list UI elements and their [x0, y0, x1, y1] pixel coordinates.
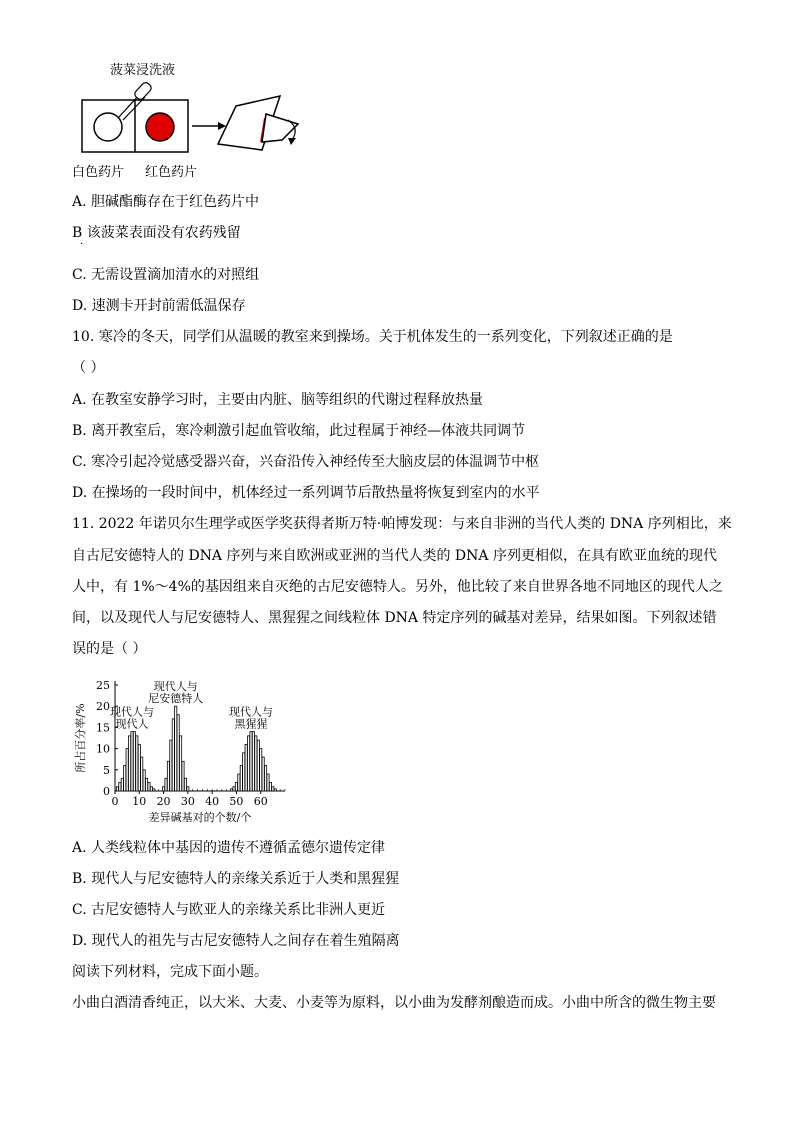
bar: [150, 787, 152, 791]
bar: [184, 778, 186, 791]
bar: [133, 732, 135, 791]
bar: [128, 736, 130, 791]
bar: [240, 766, 242, 791]
x-tick-label: 60: [253, 795, 268, 808]
q10-blank: （ ）: [72, 360, 105, 376]
bar: [148, 783, 150, 791]
bar: [141, 757, 143, 791]
bar: [121, 778, 123, 791]
bar: [167, 761, 169, 791]
bar: [153, 789, 155, 791]
y-axis-title: 所占百分率/%: [74, 703, 87, 773]
bar: [247, 736, 249, 791]
bar: [162, 787, 164, 791]
bar: [272, 787, 274, 791]
bar: [165, 778, 167, 791]
bar: [260, 749, 262, 791]
bar: [175, 706, 177, 791]
red-tablet: [146, 113, 174, 141]
q9-option-b: B 该菠菜表面没有农药残留: [72, 225, 241, 241]
bar: [230, 789, 232, 791]
q9-option-c: C. 无需设置滴加清水的对照组: [72, 267, 260, 283]
q10-option-b: B. 离开教室后，寒冷刺激引起血管收缩，此过程属于神经—体液共同调节: [72, 423, 526, 439]
bar: [262, 757, 264, 791]
bar: [187, 787, 189, 791]
x-axis-title: 差异碱基对的个数/个: [148, 811, 252, 824]
bar: [267, 774, 269, 791]
folded-card: [218, 96, 298, 150]
bar: [257, 740, 259, 791]
annotation-label: 黑猩猩: [234, 717, 268, 731]
x-tick-label: 10: [132, 795, 147, 808]
bar: [138, 744, 140, 791]
q9-option-d: D. 速测卡开封前需低温保存: [72, 298, 246, 314]
bar: [116, 787, 118, 791]
y-tick-label: 5: [103, 763, 110, 777]
q10-stem: 10. 寒冷的冬天，同学们从温暖的教室来到操场。关于机体发生的一系列变化，下列叙述正确的是: [72, 329, 673, 345]
x-tick-label: 40: [205, 795, 220, 808]
bar: [243, 753, 245, 791]
bar: [177, 715, 179, 791]
dropper-label: 菠菜浸洗液: [110, 63, 176, 78]
bar: [126, 749, 128, 791]
bar: [274, 789, 276, 791]
white-tablet: [94, 113, 122, 141]
y-tick-label: 25: [96, 679, 110, 692]
bar: [235, 783, 237, 791]
bar: [182, 761, 184, 791]
bar: [172, 719, 174, 791]
bar: [119, 783, 121, 791]
q10-option-c: C. 寒冷引起冷觉感受器兴奋，兴奋沿传入神经传至大脑皮层的体温调节中枢: [72, 454, 540, 470]
bar: [264, 766, 266, 791]
bar: [145, 778, 147, 791]
q10-option-d: D. 在操场的一段时间中，机体经过一系列调节后散热量将恢复到室内的水平: [72, 485, 540, 501]
q11-option-c: C. 古尼安德特人与欧亚人的亲缘关系比非洲人更近: [72, 902, 386, 918]
bar: [238, 774, 240, 791]
q11-stem-line: 误的是（ ）: [72, 641, 147, 657]
x-tick-label: 50: [229, 795, 244, 808]
y-tick-label: 15: [96, 721, 110, 735]
bar: [170, 740, 172, 791]
y-tick-label: 0: [103, 785, 110, 798]
q10-option-a: A. 在教室安静学习时，主要由内脏、脑等组织的代谢过程释放热量: [72, 392, 484, 408]
bar: [136, 736, 138, 791]
x-tick-label: 30: [180, 795, 195, 808]
q11-stem-line: 人中，有 1%～4%的基因组来自灭绝的古尼安德特人。另外，他比较了来自世界各地不同地区的现代人之: [72, 579, 723, 595]
annotation-label: 现代人与: [110, 705, 154, 719]
x-tick-label: 0: [111, 795, 119, 808]
q11-stem-line: 间，以及现代人与尼安德特人、黑猩猩之间线粒体 DNA 特定序列的碱基对差异，结果如图。下列叙述错: [72, 610, 717, 626]
y-tick-label: 10: [96, 742, 110, 756]
q11-option-a: A. 人类线粒体中基因的遗传不遵循孟德尔遗传定律: [72, 840, 386, 856]
bar: [255, 736, 257, 791]
bar: [252, 732, 254, 791]
reading-text: 小曲白酒清香纯正，以大米、大麦、小麦等为原料，以小曲为发酵剂酿造而成。小曲中所含的微生物主要: [72, 995, 716, 1011]
bar: [245, 744, 247, 791]
q11-option-b: B. 现代人与尼安德特人的亲缘关系近于人类和黑猩猩: [72, 871, 400, 887]
bar: [233, 787, 235, 791]
bar: [131, 732, 133, 791]
annotation-label: 尼安德特人: [148, 692, 204, 706]
bar: [269, 783, 271, 791]
q9-option-a: A. 胆碱酯酶存在于红色药片中: [72, 194, 260, 210]
white-tablet-label: 白色药片: [72, 165, 125, 180]
histogram-chart: [70, 672, 300, 830]
bar: [250, 732, 252, 791]
test-card-figure: [76, 78, 316, 158]
y-tick-label: 20: [96, 700, 110, 714]
x-tick-label: 20: [156, 795, 171, 808]
q11-stem-line: 自古尼安德特人的 DNA 序列与来自欧洲或亚洲的当代人类的 DNA 序列更相似，在具有欧亚血统的现代: [72, 548, 717, 564]
bar: [143, 770, 145, 791]
stray-mark: ·: [80, 239, 84, 250]
annotation-label: 现代人与: [153, 680, 198, 694]
bar: [124, 766, 126, 791]
reading-intro: 阅读下列材料，完成下面小题。: [72, 964, 268, 980]
bar: [179, 736, 181, 791]
q11-stem-line: 11. 2022 年诺贝尔生理学或医学奖获得者斯万特·帕博发现：与来自非洲的当代人类的 DNA 序列相比，来: [72, 516, 732, 532]
q11-option-d: D. 现代人的祖先与古尼安德特人之间存在着生殖隔离: [72, 933, 400, 949]
annotation-label: 现代人: [115, 717, 149, 731]
red-tablet-label: 红色药片: [145, 165, 198, 180]
annotation-label: 现代人与: [229, 705, 273, 719]
